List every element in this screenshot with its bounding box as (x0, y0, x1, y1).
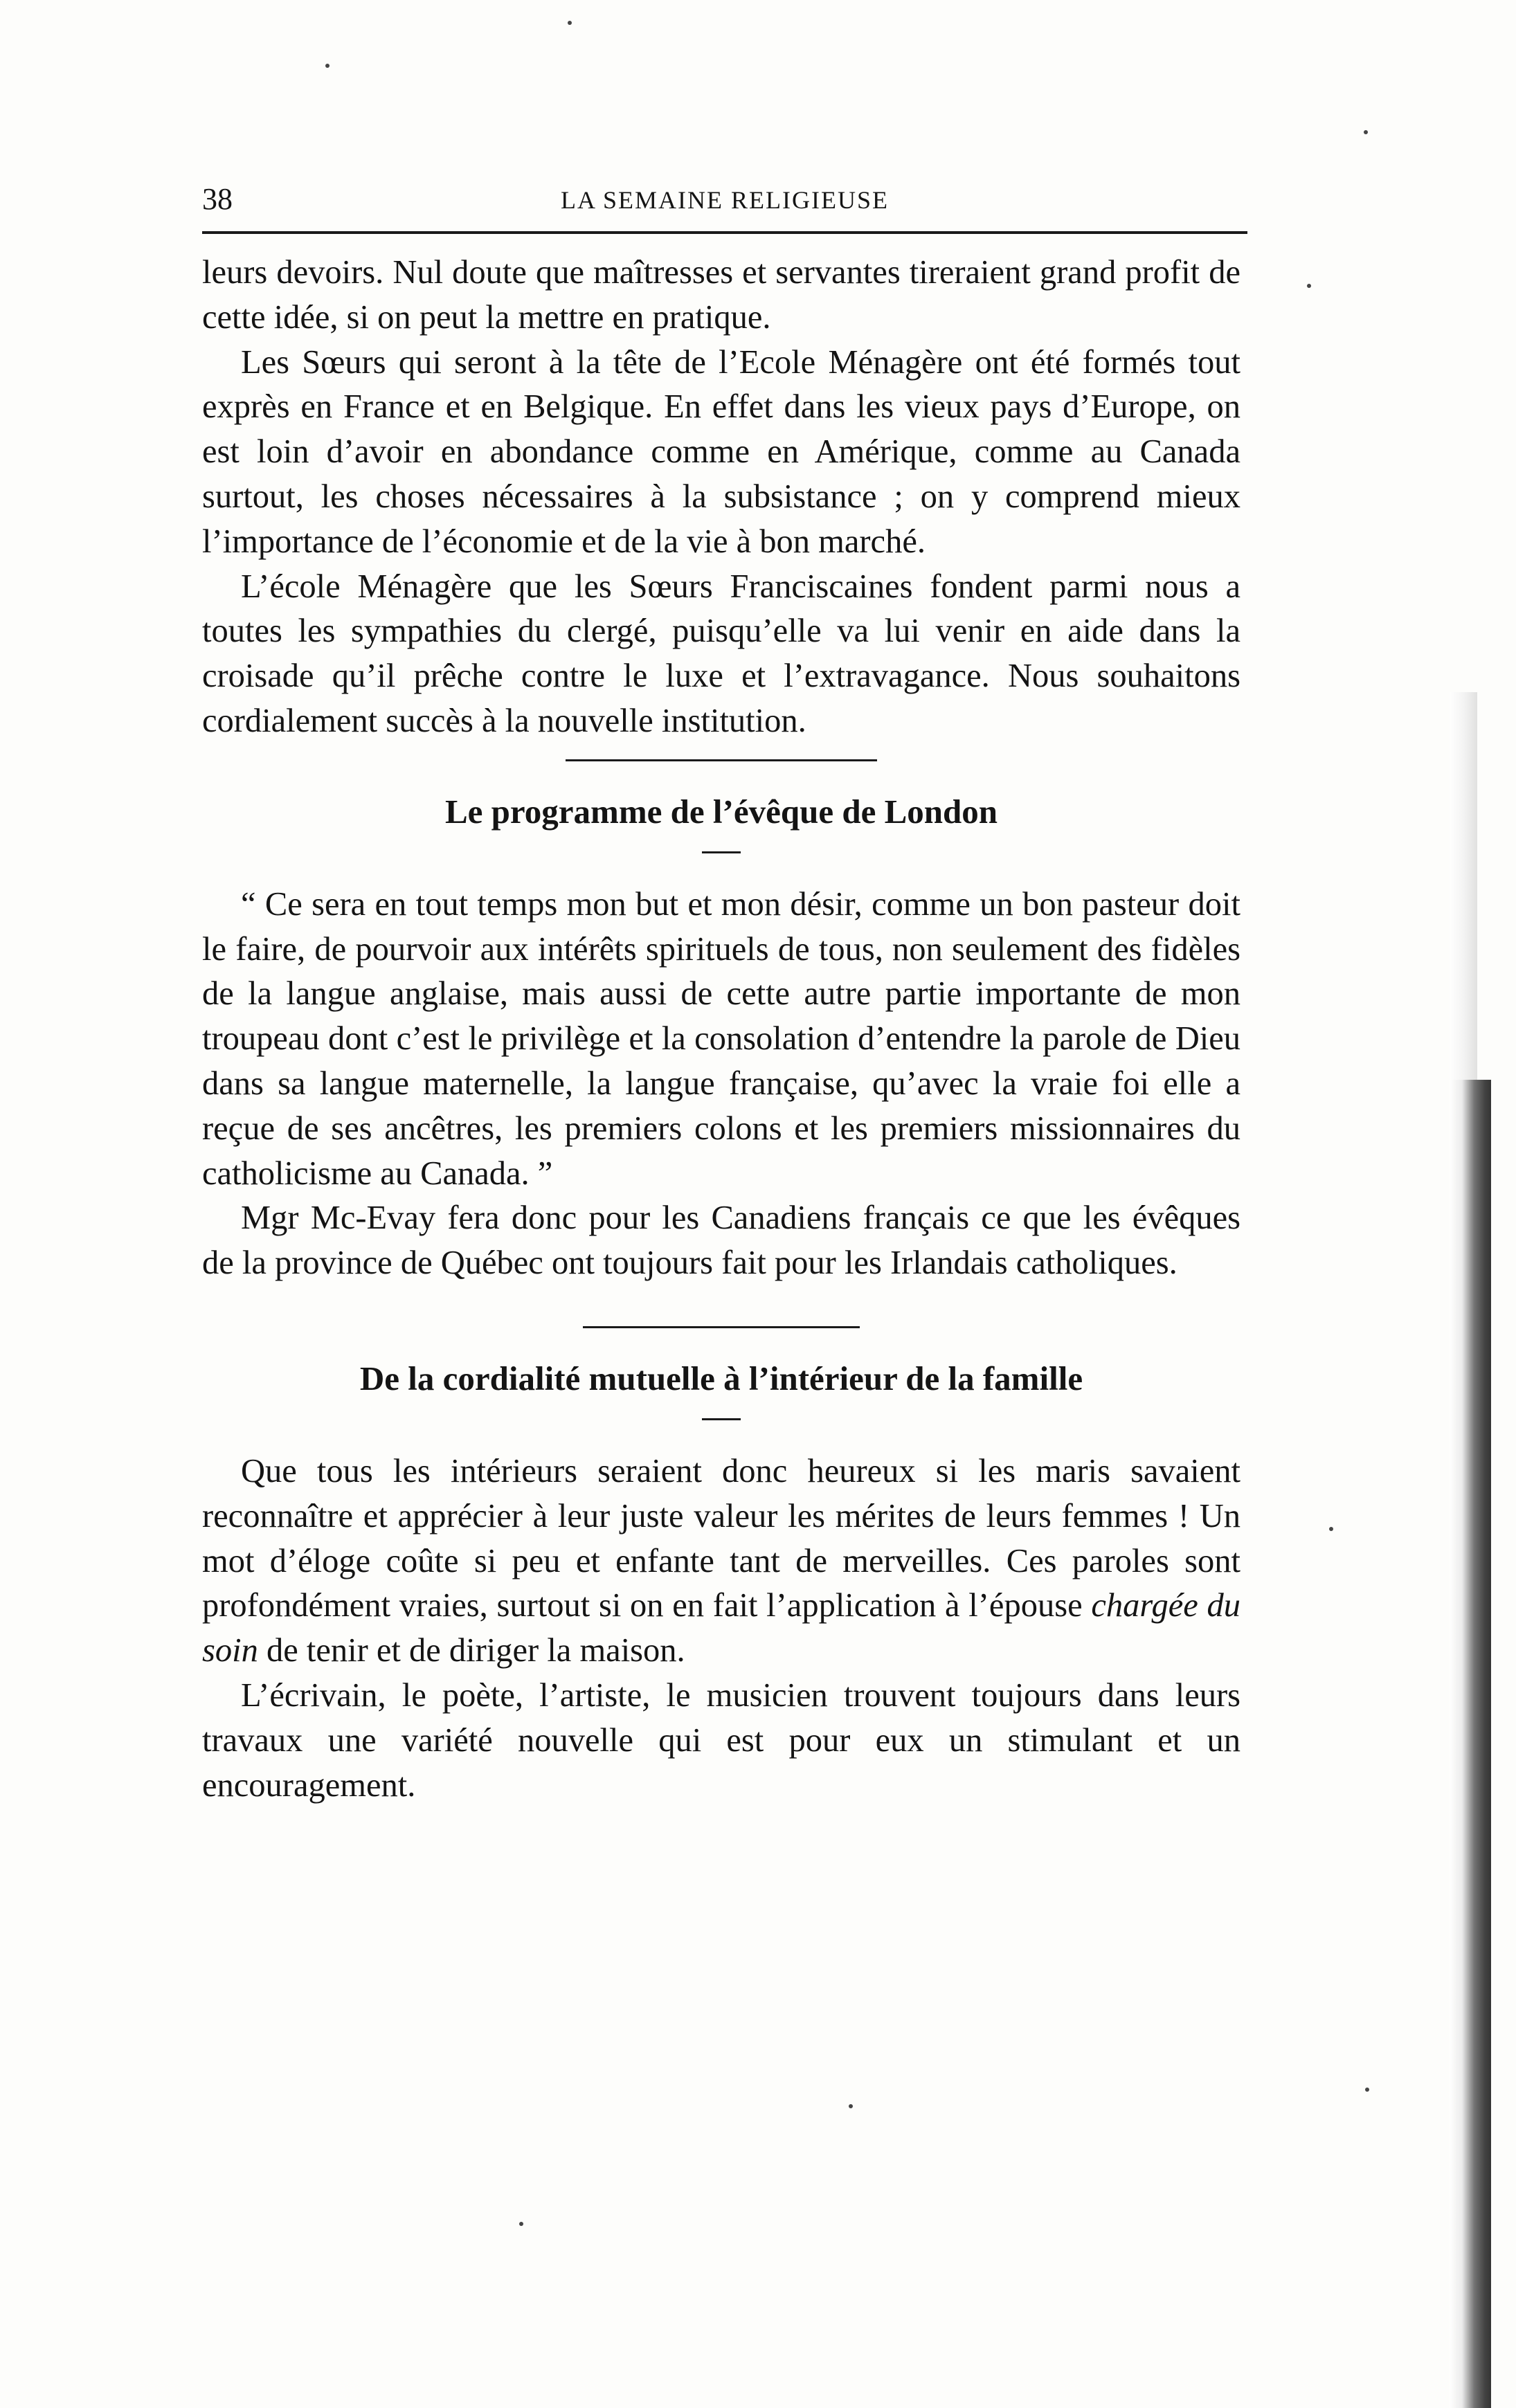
scan-speck (1365, 2088, 1369, 2092)
scan-speck (1329, 1527, 1333, 1531)
header-rule (202, 231, 1247, 234)
scan-speck (1364, 130, 1368, 134)
paragraph: L’écrivain, le poète, l’artiste, le musicien trouvent toujours dans leurs travaux une variété nouvelle qui est pour eux un stimulant et un encouragement. (202, 1676, 1240, 1804)
paragraph: L’école Ménagère que les Sœurs Franciscaines fondent parmi nous a toutes les sympathies du clergé, puisqu’elle va lui venir en aide dans la croisade qu’il prêche contre le luxe et l’extravagance. Nous souhaitons cordialement succès à la nouvelle institution. (202, 568, 1240, 739)
paragraph: leurs devoirs. Nul doute que maîtresses et servantes tireraient grand profit de cette idée, si on peut la mettre en pratique. (202, 254, 1240, 336)
scan-speck (568, 21, 572, 25)
scan-edge-shadow (1450, 692, 1477, 1080)
title-underline (702, 1418, 741, 1420)
section-title: Le programme de l’évêque de London (444, 792, 998, 831)
quote-paragraph: “ Ce sera en tout temps mon but et mon désir, comme un bon pasteur doit le faire, de pourvoir aux intérêts spirituels de tous, non seulement des fidèles de la langue anglaise, mais aussi de cette autre partie importante de mon troupeau dont c’est le privilège et la consolation d’entendre la parole de Dieu dans sa langue maternelle, la langue française, qu’avec la vraie foi elle a reçue de ses ancêtres, les premiers colons et les premiers missionnaires du catholicisme au Canada. ” (202, 885, 1240, 1192)
section-divider (566, 759, 877, 761)
paragraph: Mgr Mc-Evay fera donc pour les Canadiens français ce que les évêques de la province de Québec ont toujours fait pour les Irlandais catholiques. (202, 1200, 1240, 1282)
scan-speck (519, 2222, 523, 2226)
paragraph (202, 1449, 1240, 1674)
text-run: de tenir et de diriger la maison. (258, 1632, 685, 1669)
running-head: LA SEMAINE RELIGIEUSE (561, 186, 889, 214)
page-header (202, 179, 1247, 227)
italic-text: chargée du soin (202, 1587, 1240, 1669)
scan-speck (849, 2104, 853, 2108)
title-underline (702, 851, 741, 853)
body-text (202, 251, 1240, 1808)
scan-speck (325, 64, 330, 68)
paragraph: Les Sœurs qui seront à la tête de l’Ecole Ménagère ont été formés tout exprès en France et en Belgique. En effet dans les vieux pays d’Europe, on est loin d’avoir en abondance comme en Amérique, comme au Canada surtout, les choses nécessaires à la subsistance ; on y comprend mieux l’importance de l’économie et de la vie à bon marché. (202, 343, 1240, 560)
section-divider (583, 1326, 860, 1328)
scan-edge-shadow (1450, 1080, 1491, 2408)
page-number: 38 (202, 182, 233, 216)
scan-speck (1307, 284, 1311, 288)
text-run: Que tous les intérieurs seraient donc heureux si les maris savaient reconnaître et apprécier à leur juste valeur les mérites de leurs femmes ! Un mot d’éloge coûte si peu et enfante tant de merveilles. Ces paroles sont profondément vraies, surtout si on en fait l’application à l’épouse (202, 1452, 1240, 1624)
section-title: De la cordialité mutuelle à l’intérieur de la famille (359, 1359, 1083, 1397)
